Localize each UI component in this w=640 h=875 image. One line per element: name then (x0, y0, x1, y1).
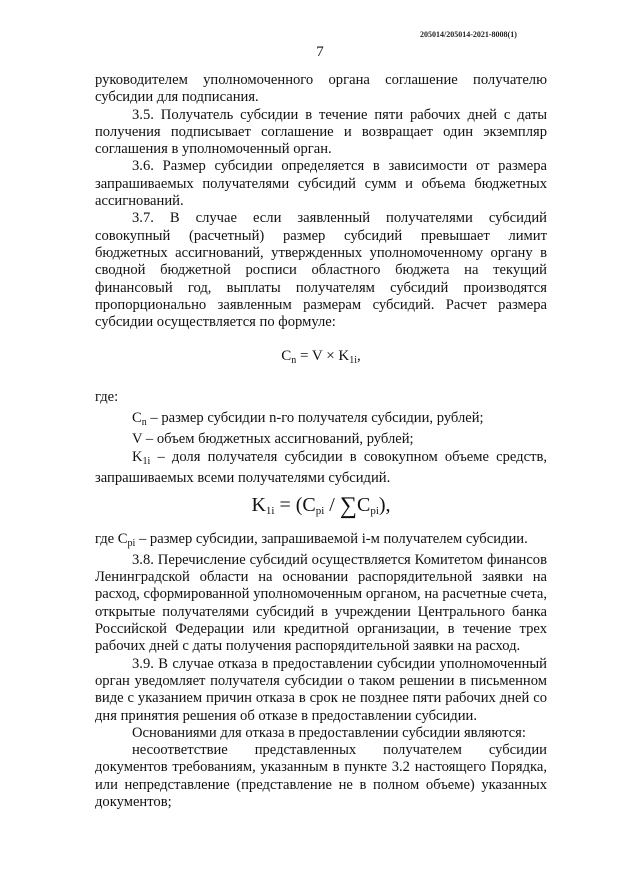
formula-cn-k-sub: 1i (349, 355, 358, 367)
formula-k1i-c-sub: pi (315, 505, 325, 518)
paragraph-3-9: 3.9. В случае отказа в предоставлении субсидии уполномоченный орган уведомляет получателя субсидии о таком решении в письменном виде с указанием причин отказа в срок не позднее пяти рабочих дней со дня принятия решения об отказе в предоставлении субсидии. (95, 655, 547, 724)
definition-cn (95, 410, 547, 431)
formula-cn-eq: = V × K (296, 348, 350, 365)
formula-k1i (95, 493, 547, 520)
formula-k1i-lhs-sub: 1i (265, 505, 275, 518)
definition-cn-symbol: C (132, 410, 142, 427)
definition-k-symbol: K (132, 448, 143, 465)
formula-cn-lhs: C (281, 348, 292, 365)
definition-cpi-text: – размер субсидии, запрашиваемой i-м получателем субсидии. (138, 530, 528, 547)
definition-k-sub: 1i (142, 455, 151, 467)
formula-k1i-eq: = (C (274, 494, 316, 517)
formula-k1i-c2-sub: pi (370, 505, 379, 518)
definition-v: V – объем бюджетных ассигнований, рублей; (132, 431, 414, 448)
paragraph-continuation: руководителем уполномоченного органа соглашение получателю субсидии для подписания. (95, 72, 547, 106)
definition-k-text: – доля получателя субсидии в совокупном объеме средств, запрашиваемых всеми получателями субсидий. (95, 448, 547, 486)
sum-sigma-icon: ∑ (339, 493, 357, 520)
paragraph-ground-1: несоответствие представленных получателем субсидии документов требованиям, указанным в пункте 3.2 настоящего Порядка, или непредставление (представление не в полном объеме) указанных документов; (95, 742, 547, 810)
page-number: 7 (316, 44, 324, 60)
definition-cn-sub: n (141, 417, 147, 429)
paragraph-grounds: Основаниями для отказа в предоставлении субсидии являются: (132, 724, 526, 741)
definition-k (95, 449, 547, 488)
definition-cpi-sub: pi (127, 537, 136, 549)
paragraph-3-5: 3.5. Получатель субсидии в течение пяти рабочих дней с даты получения подписывает соглашение и возвращает один экземпляр соглашения в уполномоченный орган. (95, 106, 547, 158)
document-body (95, 72, 547, 811)
formula-k1i-tail: ), (378, 494, 391, 517)
paragraph-3-6: 3.6. Размер субсидии определяется в зависимости от размера запрашиваемых получателями субсидий сумм и объема бюджетных ассигнований. (95, 158, 547, 210)
definition-cpi-prefix: где C (95, 530, 128, 547)
definition-cn-text: – размер субсидии n-го получателя субсидии, рублей; (150, 410, 484, 427)
formula-k1i-slash: / (324, 494, 340, 517)
definition-cpi (95, 531, 547, 552)
formula-k1i-c2: C (356, 494, 371, 517)
paragraph-3-8: 3.8. Перечисление субсидий осуществляется Комитетом финансов Ленинградской области на основании распорядительной заявки на расход, сформированной уполномоченным органом, на расчетные счета, открытые получателями субсидий в учреждении Центрального банка Российской Федерации или кредитной организации, в течение трех рабочих дней с даты получения распорядительной заявки на расход. (95, 551, 547, 655)
document-id: 205014/205014-2021-8008(1) (420, 30, 517, 39)
paragraph-3-7: 3.7. В случае если заявленный получателями субсидий совокупный (расчетный) размер субсидий превышает лимит бюджетных ассигнований, утвержденных уполномоченному органу в сводной бюджетной росписи областного бюджета на текущий финансовый год, выплаты получателям субсидий производятся пропорционально заявленным размерам субсидий. Расчет размера субсидии осуществляется по формуле: (95, 210, 547, 331)
formula-cn-tail: , (357, 348, 361, 365)
where-label: где: (95, 388, 119, 405)
formula-cn (95, 348, 547, 369)
formula-k1i-lhs: K (251, 494, 266, 517)
formula-cn-lhs-sub: n (291, 355, 297, 367)
